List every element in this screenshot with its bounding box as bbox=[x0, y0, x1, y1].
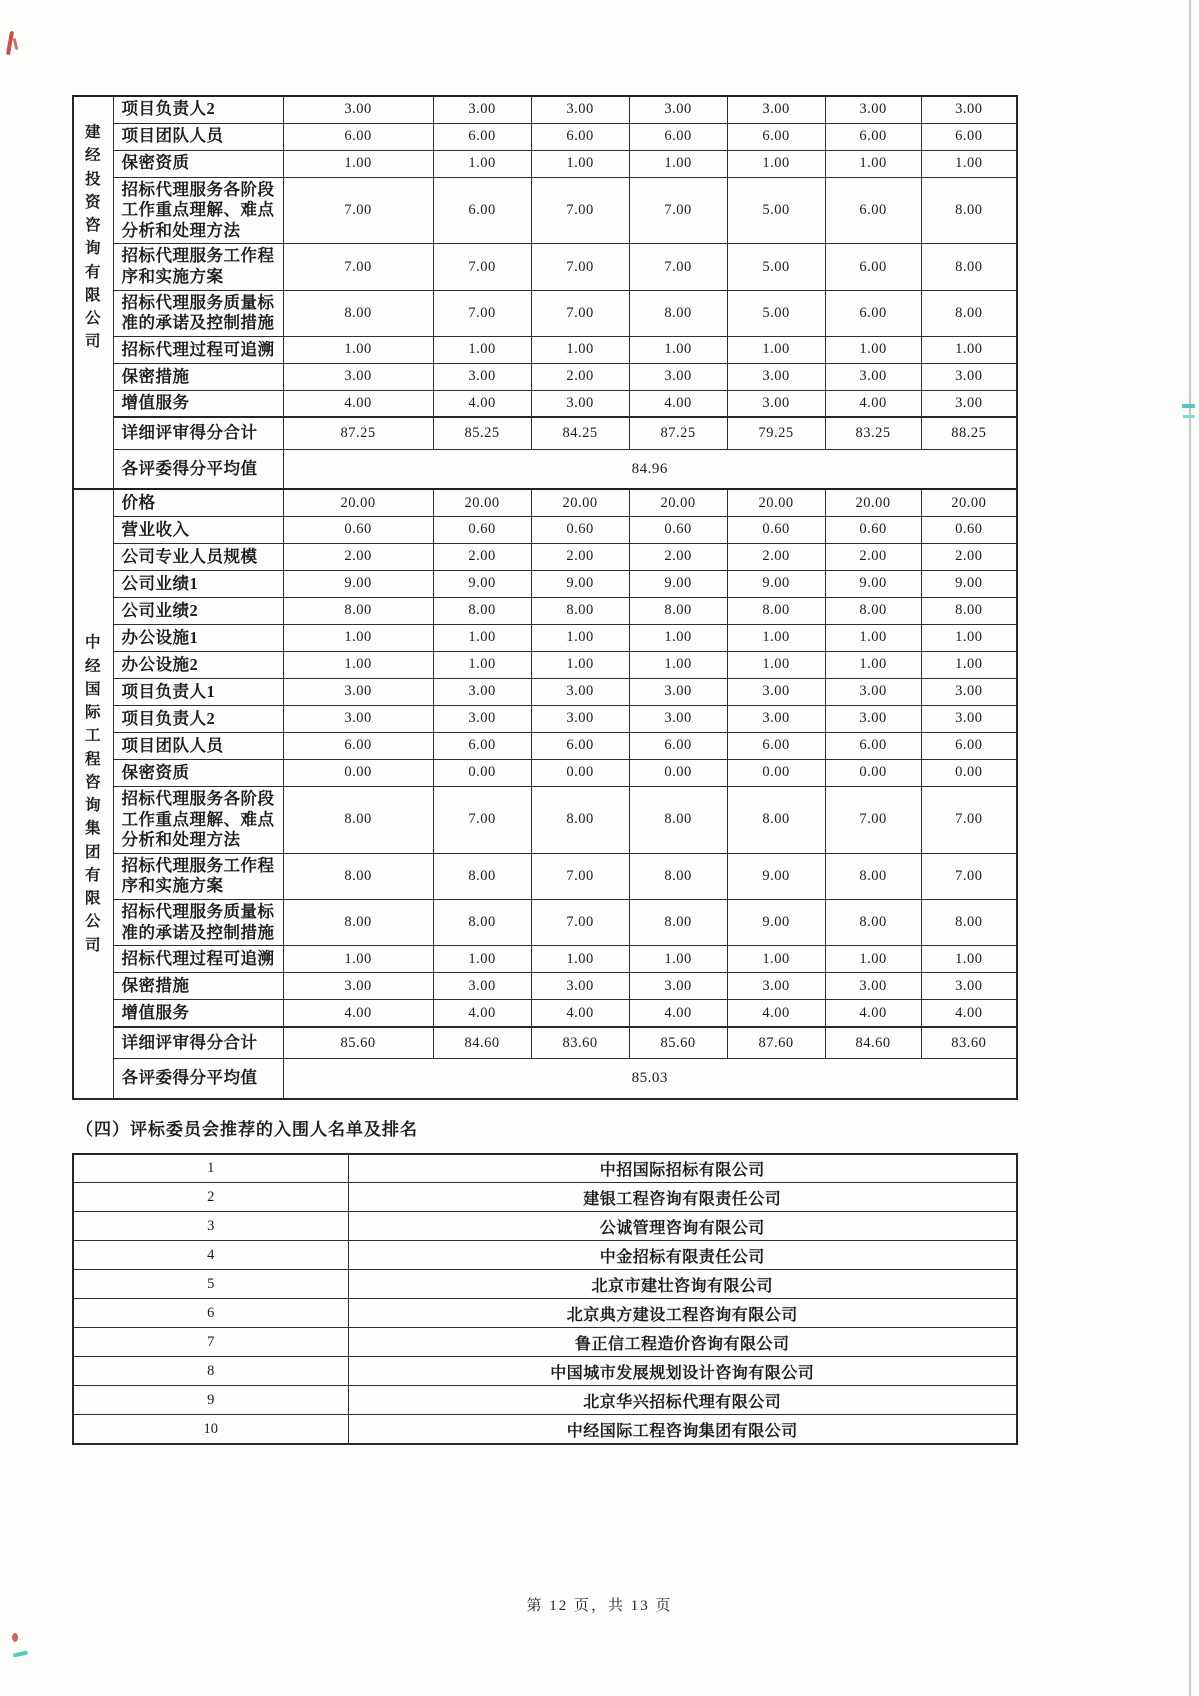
page-number-footer: 第 12 页，共 13 页 bbox=[526, 1598, 673, 1614]
scan-edge-line bbox=[1189, 0, 1191, 1696]
score-cell: 6.00 bbox=[629, 732, 727, 759]
score-cell: 8.00 bbox=[727, 597, 825, 624]
score-cell: 0.60 bbox=[531, 516, 629, 543]
score-cell: 5.00 bbox=[727, 244, 825, 290]
score-cell: 1.00 bbox=[283, 336, 433, 363]
score-cell: 7.00 bbox=[433, 244, 531, 290]
score-cell: 3.00 bbox=[727, 363, 825, 390]
score-cell: 8.00 bbox=[727, 786, 825, 853]
score-cell: 7.00 bbox=[629, 177, 727, 244]
criterion-label: 招标代理过程可追溯 bbox=[113, 946, 283, 973]
score-cell: 0.00 bbox=[283, 759, 433, 786]
score-cell: 3.00 bbox=[727, 96, 825, 123]
criterion-label: 保密措施 bbox=[113, 363, 283, 390]
score-cell: 8.00 bbox=[629, 853, 727, 899]
score-cell: 6.00 bbox=[825, 290, 921, 336]
score-cell: 3.00 bbox=[531, 705, 629, 732]
total-score-cell: 87.25 bbox=[629, 417, 727, 449]
ranking-row bbox=[73, 1386, 1017, 1415]
score-cell: 7.00 bbox=[531, 244, 629, 290]
ranked-company-name: 北京典方建设工程咨询有限公司 bbox=[348, 1299, 1017, 1328]
total-score-cell: 83.60 bbox=[921, 1027, 1017, 1059]
score-cell: 4.00 bbox=[629, 390, 727, 417]
score-cell: 4.00 bbox=[283, 390, 433, 417]
score-cell: 2.00 bbox=[629, 543, 727, 570]
criterion-label: 招标代理服务工作程序和实施方案 bbox=[113, 244, 283, 290]
ranked-company-name: 鲁正信工程造价咨询有限公司 bbox=[348, 1328, 1017, 1357]
score-cell: 1.00 bbox=[433, 946, 531, 973]
score-cell: 0.00 bbox=[825, 759, 921, 786]
score-cell: 8.00 bbox=[531, 786, 629, 853]
score-cell: 2.00 bbox=[825, 543, 921, 570]
score-cell: 1.00 bbox=[825, 150, 921, 177]
score-cell: 3.00 bbox=[921, 390, 1017, 417]
score-cell: 8.00 bbox=[921, 597, 1017, 624]
score-cell: 0.60 bbox=[433, 516, 531, 543]
score-cell: 8.00 bbox=[629, 597, 727, 624]
score-cell: 8.00 bbox=[283, 900, 433, 946]
score-cell: 1.00 bbox=[433, 624, 531, 651]
score-cell: 1.00 bbox=[283, 150, 433, 177]
score-cell: 3.00 bbox=[433, 96, 531, 123]
total-score-cell: 84.25 bbox=[531, 417, 629, 449]
total-score-cell: 84.60 bbox=[825, 1027, 921, 1059]
total-score-cell: 85.25 bbox=[433, 417, 531, 449]
total-score-cell: 83.60 bbox=[531, 1027, 629, 1059]
criterion-label: 价格 bbox=[113, 489, 283, 516]
score-cell: 7.00 bbox=[531, 853, 629, 899]
total-score-cell: 84.60 bbox=[433, 1027, 531, 1059]
red-pen-mark-icon bbox=[13, 38, 19, 50]
score-cell: 3.00 bbox=[283, 705, 433, 732]
criterion-label: 保密资质 bbox=[113, 759, 283, 786]
score-cell: 2.00 bbox=[531, 543, 629, 570]
score-cell: 0.00 bbox=[921, 759, 1017, 786]
total-score-cell: 87.25 bbox=[283, 417, 433, 449]
criterion-label: 招标代理过程可追溯 bbox=[113, 336, 283, 363]
score-cell: 20.00 bbox=[825, 489, 921, 516]
score-cell: 9.00 bbox=[921, 570, 1017, 597]
criterion-label: 招标代理服务各阶段工作重点理解、难点分析和处理方法 bbox=[113, 177, 283, 244]
score-cell: 0.60 bbox=[283, 516, 433, 543]
rank-number: 2 bbox=[73, 1183, 348, 1212]
score-cell: 1.00 bbox=[531, 651, 629, 678]
ranking-row bbox=[73, 1270, 1017, 1299]
criterion-label: 招标代理服务工作程序和实施方案 bbox=[113, 853, 283, 899]
score-cell: 1.00 bbox=[825, 651, 921, 678]
score-cell: 7.00 bbox=[433, 786, 531, 853]
score-cell: 9.00 bbox=[433, 570, 531, 597]
score-cell: 8.00 bbox=[921, 900, 1017, 946]
criterion-label: 公司业绩2 bbox=[113, 597, 283, 624]
criterion-label: 项目负责人1 bbox=[113, 678, 283, 705]
score-cell: 0.00 bbox=[629, 759, 727, 786]
score-cell: 8.00 bbox=[283, 290, 433, 336]
total-score-cell: 83.25 bbox=[825, 417, 921, 449]
ranking-row bbox=[73, 1212, 1017, 1241]
ranked-company-name: 中招国际招标有限公司 bbox=[348, 1154, 1017, 1183]
ranking-row bbox=[73, 1299, 1017, 1328]
score-cell: 8.00 bbox=[433, 853, 531, 899]
score-cell: 1.00 bbox=[531, 150, 629, 177]
score-cell: 3.00 bbox=[629, 96, 727, 123]
rank-number: 4 bbox=[73, 1241, 348, 1270]
teal-highlight-mark-icon bbox=[1182, 404, 1195, 408]
score-cell: 6.00 bbox=[433, 177, 531, 244]
score-cell: 1.00 bbox=[433, 336, 531, 363]
score-cell: 2.00 bbox=[921, 543, 1017, 570]
score-cell: 3.00 bbox=[283, 973, 433, 1000]
ranked-company-name: 北京华兴招标代理有限公司 bbox=[348, 1386, 1017, 1415]
ranking-row bbox=[73, 1415, 1017, 1444]
criterion-label: 保密资质 bbox=[113, 150, 283, 177]
score-cell: 7.00 bbox=[629, 244, 727, 290]
criterion-label: 增值服务 bbox=[113, 390, 283, 417]
ranking-row bbox=[73, 1241, 1017, 1270]
score-cell: 4.00 bbox=[629, 1000, 727, 1027]
score-cell: 1.00 bbox=[629, 150, 727, 177]
score-cell: 6.00 bbox=[727, 123, 825, 150]
score-cell: 9.00 bbox=[629, 570, 727, 597]
score-cell: 9.00 bbox=[283, 570, 433, 597]
score-cell: 6.00 bbox=[531, 123, 629, 150]
score-cell: 8.00 bbox=[825, 853, 921, 899]
score-cell: 7.00 bbox=[531, 177, 629, 244]
score-cell: 0.00 bbox=[727, 759, 825, 786]
score-cell: 8.00 bbox=[283, 853, 433, 899]
score-cell: 3.00 bbox=[531, 96, 629, 123]
page-content bbox=[72, 95, 1016, 1445]
score-cell: 8.00 bbox=[433, 597, 531, 624]
score-cell: 9.00 bbox=[825, 570, 921, 597]
score-cell: 1.00 bbox=[921, 946, 1017, 973]
score-cell: 8.00 bbox=[629, 900, 727, 946]
score-cell: 9.00 bbox=[727, 853, 825, 899]
score-cell: 8.00 bbox=[433, 900, 531, 946]
total-score-cell: 88.25 bbox=[921, 417, 1017, 449]
score-cell: 1.00 bbox=[433, 651, 531, 678]
score-cell: 1.00 bbox=[629, 624, 727, 651]
score-cell: 0.00 bbox=[433, 759, 531, 786]
criterion-label: 招标代理服务质量标准的承诺及控制措施 bbox=[113, 290, 283, 336]
score-cell: 4.00 bbox=[283, 1000, 433, 1027]
score-cell: 2.00 bbox=[433, 543, 531, 570]
score-cell: 1.00 bbox=[283, 651, 433, 678]
teal-highlight-mark-icon bbox=[13, 1650, 29, 1657]
score-cell: 6.00 bbox=[531, 732, 629, 759]
score-cell: 7.00 bbox=[531, 290, 629, 336]
score-cell: 2.00 bbox=[283, 543, 433, 570]
score-cell: 9.00 bbox=[727, 900, 825, 946]
score-cell: 2.00 bbox=[727, 543, 825, 570]
score-cell: 6.00 bbox=[727, 732, 825, 759]
criterion-label: 招标代理服务各阶段工作重点理解、难点分析和处理方法 bbox=[113, 786, 283, 853]
score-cell: 7.00 bbox=[283, 177, 433, 244]
score-cell: 0.60 bbox=[921, 516, 1017, 543]
score-cell: 3.00 bbox=[629, 973, 727, 1000]
average-score-cell: 85.03 bbox=[283, 1059, 1017, 1099]
score-cell: 1.00 bbox=[825, 624, 921, 651]
score-cell: 1.00 bbox=[921, 624, 1017, 651]
score-cell: 1.00 bbox=[531, 946, 629, 973]
score-cell: 0.00 bbox=[531, 759, 629, 786]
score-cell: 3.00 bbox=[283, 678, 433, 705]
score-cell: 3.00 bbox=[825, 96, 921, 123]
score-cell: 3.00 bbox=[825, 705, 921, 732]
score-cell: 20.00 bbox=[921, 489, 1017, 516]
score-cell: 1.00 bbox=[727, 336, 825, 363]
score-cell: 8.00 bbox=[629, 290, 727, 336]
ranking-row bbox=[73, 1154, 1017, 1183]
average-label: 各评委得分平均值 bbox=[113, 1059, 283, 1099]
score-cell: 5.00 bbox=[727, 290, 825, 336]
score-cell: 3.00 bbox=[727, 973, 825, 1000]
score-cell: 3.00 bbox=[921, 705, 1017, 732]
score-cell: 3.00 bbox=[921, 363, 1017, 390]
ranked-company-name: 中经国际工程咨询集团有限公司 bbox=[348, 1415, 1017, 1444]
ranked-company-name: 建银工程咨询有限责任公司 bbox=[348, 1183, 1017, 1212]
average-score-cell: 84.96 bbox=[283, 449, 1017, 489]
total-score-cell: 87.60 bbox=[727, 1027, 825, 1059]
score-cell: 6.00 bbox=[433, 123, 531, 150]
score-cell: 8.00 bbox=[283, 597, 433, 624]
criterion-label: 项目团队人员 bbox=[113, 732, 283, 759]
score-cell: 9.00 bbox=[531, 570, 629, 597]
score-cell: 3.00 bbox=[433, 973, 531, 1000]
rank-number: 3 bbox=[73, 1212, 348, 1241]
score-cell: 2.00 bbox=[531, 363, 629, 390]
score-cell: 5.00 bbox=[727, 177, 825, 244]
score-cell: 1.00 bbox=[433, 150, 531, 177]
score-cell: 8.00 bbox=[825, 597, 921, 624]
total-label: 详细评审得分合计 bbox=[113, 417, 283, 449]
criterion-label: 保密措施 bbox=[113, 973, 283, 1000]
score-cell: 6.00 bbox=[825, 732, 921, 759]
score-cell: 3.00 bbox=[433, 363, 531, 390]
score-cell: 1.00 bbox=[629, 651, 727, 678]
score-cell: 6.00 bbox=[825, 244, 921, 290]
score-cell: 7.00 bbox=[921, 853, 1017, 899]
criterion-label: 招标代理服务质量标准的承诺及控制措施 bbox=[113, 900, 283, 946]
score-cell: 3.00 bbox=[921, 96, 1017, 123]
score-cell: 0.60 bbox=[727, 516, 825, 543]
total-score-cell: 85.60 bbox=[283, 1027, 433, 1059]
score-cell: 1.00 bbox=[629, 946, 727, 973]
score-cell: 8.00 bbox=[825, 900, 921, 946]
score-cell: 6.00 bbox=[283, 123, 433, 150]
ranked-company-name: 公诚管理咨询有限公司 bbox=[348, 1212, 1017, 1241]
score-cell: 6.00 bbox=[921, 123, 1017, 150]
score-cell: 20.00 bbox=[283, 489, 433, 516]
score-cell: 3.00 bbox=[629, 705, 727, 732]
score-cell: 20.00 bbox=[433, 489, 531, 516]
score-cell: 3.00 bbox=[531, 678, 629, 705]
score-cell: 3.00 bbox=[531, 973, 629, 1000]
rank-number: 5 bbox=[73, 1270, 348, 1299]
score-cell: 1.00 bbox=[921, 651, 1017, 678]
criterion-label: 公司业绩1 bbox=[113, 570, 283, 597]
score-cell: 4.00 bbox=[531, 1000, 629, 1027]
rank-number: 7 bbox=[73, 1328, 348, 1357]
score-cell: 3.00 bbox=[629, 678, 727, 705]
score-cell: 7.00 bbox=[531, 900, 629, 946]
average-label: 各评委得分平均值 bbox=[113, 449, 283, 489]
score-cell: 20.00 bbox=[531, 489, 629, 516]
score-cell: 1.00 bbox=[727, 651, 825, 678]
recommended-bidders-ranking-table bbox=[72, 1153, 1018, 1445]
score-cell: 3.00 bbox=[283, 96, 433, 123]
score-cell: 8.00 bbox=[921, 177, 1017, 244]
score-cell: 0.60 bbox=[629, 516, 727, 543]
score-cell: 4.00 bbox=[727, 1000, 825, 1027]
score-cell: 1.00 bbox=[825, 336, 921, 363]
score-cell: 1.00 bbox=[531, 624, 629, 651]
rank-number: 8 bbox=[73, 1357, 348, 1386]
score-cell: 3.00 bbox=[433, 678, 531, 705]
score-cell: 7.00 bbox=[283, 244, 433, 290]
score-cell: 1.00 bbox=[283, 624, 433, 651]
score-cell: 7.00 bbox=[825, 786, 921, 853]
score-cell: 6.00 bbox=[825, 177, 921, 244]
score-cell: 8.00 bbox=[921, 244, 1017, 290]
score-cell: 3.00 bbox=[921, 973, 1017, 1000]
score-cell: 4.00 bbox=[433, 1000, 531, 1027]
bidder-company-name: 中经国际工程咨询集团有限公司 bbox=[73, 489, 113, 1098]
rank-number: 10 bbox=[73, 1415, 348, 1444]
total-score-cell: 79.25 bbox=[727, 417, 825, 449]
criterion-label: 营业收入 bbox=[113, 516, 283, 543]
score-cell: 3.00 bbox=[727, 390, 825, 417]
score-cell: 9.00 bbox=[727, 570, 825, 597]
criterion-label: 项目团队人员 bbox=[113, 123, 283, 150]
criterion-label: 公司专业人员规模 bbox=[113, 543, 283, 570]
score-cell: 4.00 bbox=[433, 390, 531, 417]
score-cell: 8.00 bbox=[531, 597, 629, 624]
evaluation-score-table bbox=[72, 95, 1018, 1100]
score-cell: 3.00 bbox=[629, 363, 727, 390]
score-cell: 3.00 bbox=[531, 390, 629, 417]
ranking-row bbox=[73, 1357, 1017, 1386]
score-cell: 3.00 bbox=[433, 705, 531, 732]
score-cell: 3.00 bbox=[283, 363, 433, 390]
rank-number: 1 bbox=[73, 1154, 348, 1183]
rank-number: 9 bbox=[73, 1386, 348, 1415]
score-cell: 4.00 bbox=[825, 1000, 921, 1027]
score-cell: 7.00 bbox=[921, 786, 1017, 853]
score-cell: 1.00 bbox=[727, 150, 825, 177]
rank-number: 6 bbox=[73, 1299, 348, 1328]
score-cell: 1.00 bbox=[921, 150, 1017, 177]
score-cell: 1.00 bbox=[825, 946, 921, 973]
score-cell: 1.00 bbox=[531, 336, 629, 363]
score-cell: 8.00 bbox=[629, 786, 727, 853]
score-cell: 3.00 bbox=[727, 705, 825, 732]
criterion-label: 办公设施1 bbox=[113, 624, 283, 651]
score-cell: 3.00 bbox=[727, 678, 825, 705]
score-cell: 20.00 bbox=[727, 489, 825, 516]
criterion-label: 项目负责人2 bbox=[113, 96, 283, 123]
score-cell: 20.00 bbox=[629, 489, 727, 516]
score-cell: 1.00 bbox=[727, 946, 825, 973]
ranked-company-name: 中金招标有限责任公司 bbox=[348, 1241, 1017, 1270]
total-score-cell: 85.60 bbox=[629, 1027, 727, 1059]
score-cell: 6.00 bbox=[629, 123, 727, 150]
score-cell: 6.00 bbox=[825, 123, 921, 150]
red-pen-mark-icon bbox=[6, 31, 14, 55]
criterion-label: 项目负责人2 bbox=[113, 705, 283, 732]
score-cell: 6.00 bbox=[283, 732, 433, 759]
criterion-label: 增值服务 bbox=[113, 1000, 283, 1027]
ranked-company-name: 中国城市发展规划设计咨询有限公司 bbox=[348, 1357, 1017, 1386]
score-cell: 6.00 bbox=[921, 732, 1017, 759]
score-cell: 3.00 bbox=[825, 973, 921, 1000]
score-cell: 0.60 bbox=[825, 516, 921, 543]
score-cell: 6.00 bbox=[433, 732, 531, 759]
ranking-row bbox=[73, 1328, 1017, 1357]
score-cell: 3.00 bbox=[921, 678, 1017, 705]
score-cell: 1.00 bbox=[283, 946, 433, 973]
ranked-company-name: 北京市建壮咨询有限公司 bbox=[348, 1270, 1017, 1299]
score-cell: 7.00 bbox=[433, 290, 531, 336]
score-cell: 4.00 bbox=[825, 390, 921, 417]
score-cell: 1.00 bbox=[629, 336, 727, 363]
score-cell: 8.00 bbox=[921, 290, 1017, 336]
score-cell: 1.00 bbox=[727, 624, 825, 651]
ranking-section-heading: （四）评标委员会推荐的入围人名单及排名 bbox=[76, 1119, 418, 1139]
teal-highlight-mark-icon bbox=[1183, 415, 1195, 418]
red-pen-dot-icon bbox=[12, 1633, 18, 1642]
score-cell: 8.00 bbox=[283, 786, 433, 853]
total-label: 详细评审得分合计 bbox=[113, 1027, 283, 1059]
score-cell: 4.00 bbox=[921, 1000, 1017, 1027]
score-cell: 3.00 bbox=[825, 363, 921, 390]
ranking-row bbox=[73, 1183, 1017, 1212]
bidder-company-name: 建经投资咨询有限公司 bbox=[73, 96, 113, 489]
score-cell: 3.00 bbox=[825, 678, 921, 705]
criterion-label: 办公设施2 bbox=[113, 651, 283, 678]
score-cell: 1.00 bbox=[921, 336, 1017, 363]
